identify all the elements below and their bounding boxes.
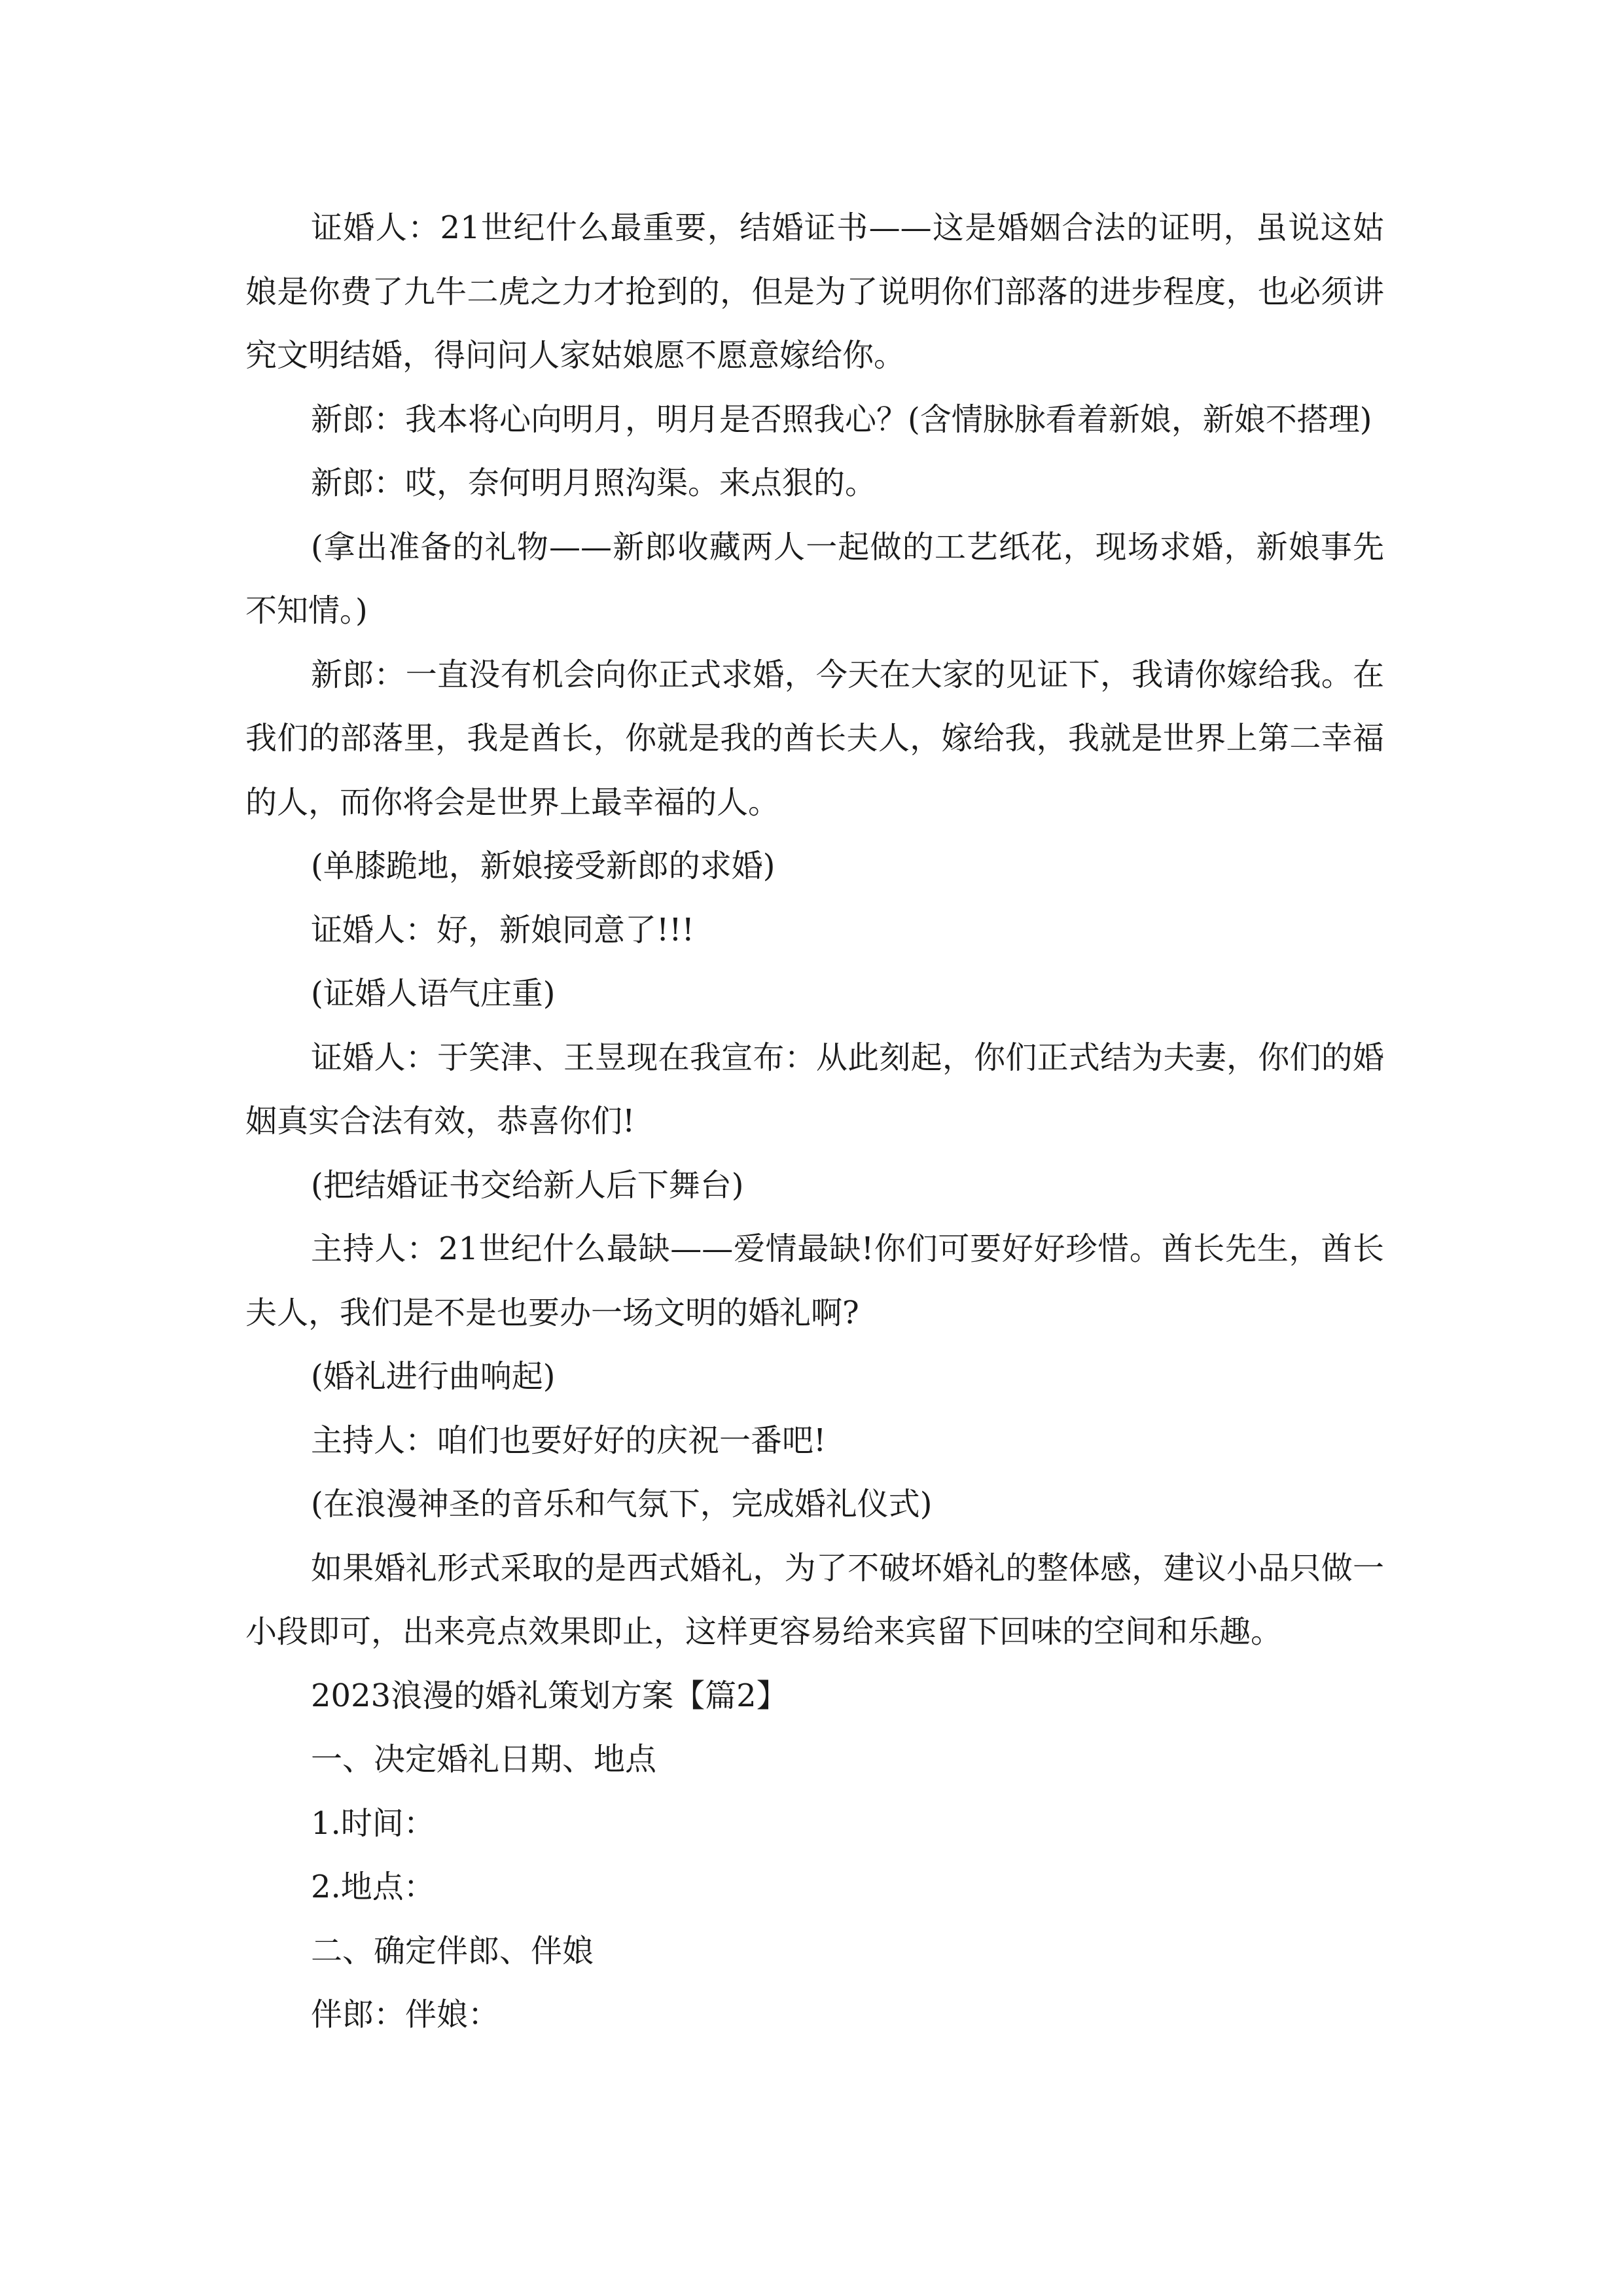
paragraph-witness-tone: (证婚人语气庄重) [311,975,556,1012]
item-time: 1.时间： [311,1804,435,1842]
paragraph-ceremony-stage-direction: (在浪漫神圣的音乐和气氛下，完成婚礼仪式) [311,1486,933,1522]
paragraph-wedding-march: (婚礼进行曲响起) [311,1358,556,1395]
paragraph-host-celebrate: 主持人：咱们也要好好的庆祝一番吧! [311,1422,827,1459]
paragraph-groom-proposal: 新郎：一直没有机会向你正式求婚，今天在大家的见证下，我请你嫁给我。在我们的部落里，我是酋长，你就是我的酋长夫人，嫁给我，我就是世界上第二幸福的人，而你将会是世界上最幸福的人。 [245,656,1384,821]
heading-groomsman-bridesmaid: 二、确定伴郎、伴娘 [311,1932,594,1969]
paragraph-western-wedding-note: 如果婚礼形式采取的是西式婚礼，为了不破坏婚礼的整体感，建议小品只做一小段即可，出来亮点效果即止，这样更容易给来宾留下回味的空间和乐趣。 [245,1549,1384,1650]
paragraph-witness-announce: 证婚人：于笑津、王昱现在我宣布：从此刻起，你们正式结为夫妻，你们的婚姻真实合法有效，恭喜你们! [245,1039,1384,1139]
paragraph-groom-moon: 新郎：我本将心向明月，明月是否照我心？(含情脉脉看着新娘，新娘不搭理) [311,401,1372,438]
document-body [245,196,1384,2047]
paragraph-host-love: 主持人：21世纪什么最缺——爱情最缺!你们可要好好珍惜。酋长先生，酋长夫人，我们是不是也要办一场文明的婚礼啊? [245,1230,1384,1331]
paragraph-certificate-stage-direction: (把结婚证书交给新人后下舞台) [311,1166,744,1204]
paragraph-witness-intro: 证婚人：21世纪什么最重要，结婚证书——这是婚姻合法的证明，虽说这姑娘是你费了九牛二虎之力才抢到的，但是为了说明你们部落的进步程度，也必须讲究文明结婚，得问问人家姑娘愿不愿意嫁给你。 [245,209,1384,374]
section-heading-plan-2: 2023浪漫的婚礼策划方案【篇2】 [311,1677,788,1714]
item-location: 2.地点： [311,1869,435,1905]
paragraph-groom-ditch: 新郎：哎，奈何明月照沟渠。来点狠的。 [311,465,877,501]
paragraph-kneel-stage-direction: (单膝跪地，新娘接受新郎的求婚) [311,848,776,884]
heading-date-location: 一、决定婚礼日期、地点 [311,1741,657,1778]
paragraph-witness-agree: 证婚人：好，新娘同意了!!! [311,911,694,948]
item-groomsman-bridesmaid: 伴郎：伴娘： [311,1996,500,2033]
paragraph-gift-stage-direction: (拿出准备的礼物——新郎收藏两人一起做的工艺纸花，现场求婚，新娘事先不知情。) [245,528,1384,629]
